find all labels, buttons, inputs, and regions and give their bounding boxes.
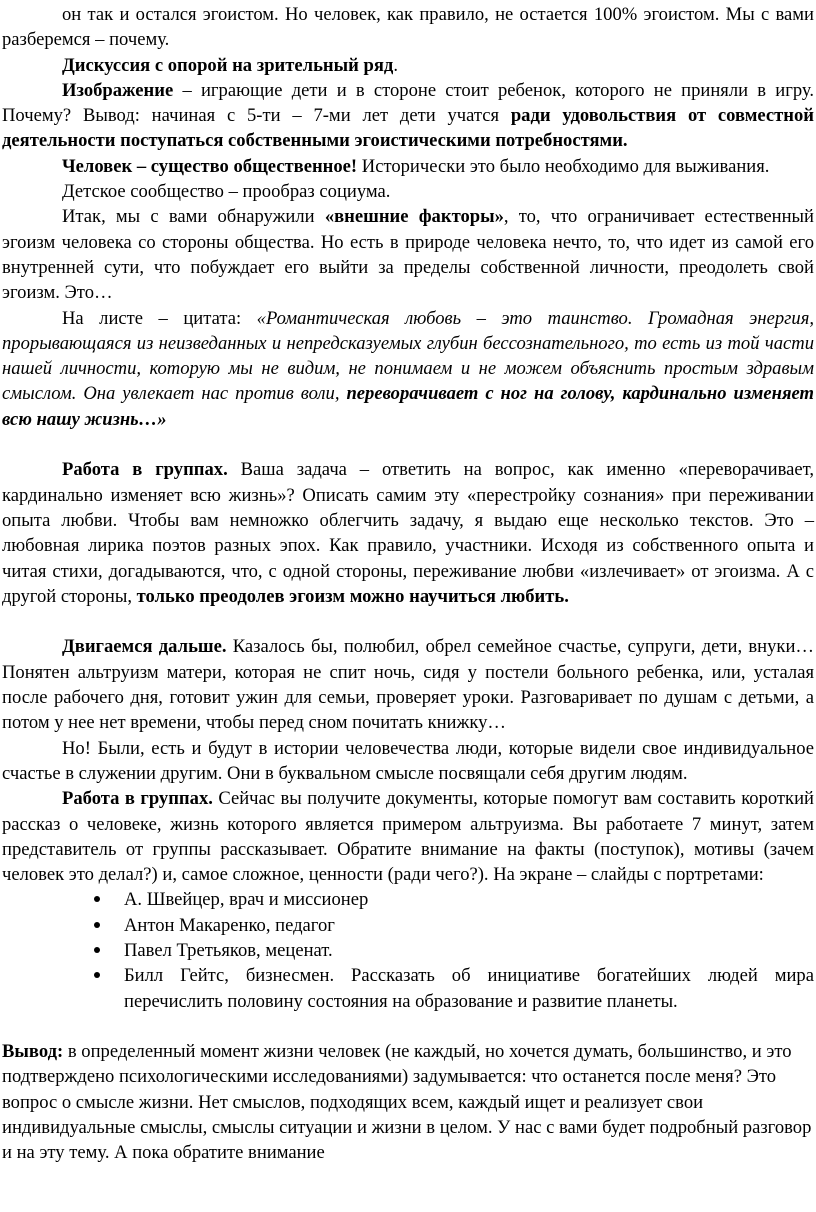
paragraph-group-work-love — [2, 457, 814, 609]
paragraph-social-being — [2, 154, 814, 179]
text-run: Исторически это было необходимо для выживания. — [357, 155, 770, 177]
list-item — [124, 963, 814, 1014]
paragraph-quote — [2, 306, 814, 432]
paragraph-conclusion — [2, 1039, 814, 1165]
paragraph-altruists — [2, 736, 814, 787]
list-item-text: А. Швейцер, врач и миссионер — [124, 889, 369, 911]
text-run: . — [393, 54, 398, 76]
list-item — [124, 938, 814, 963]
blank-line — [2, 609, 814, 634]
text-run: На листе – цитата: — [62, 307, 257, 329]
list-item-text: Антон Макаренко, педагог — [124, 914, 335, 936]
bold-run: Дискуссия с опорой на зрительный ряд — [62, 54, 394, 76]
blank-line — [2, 1014, 814, 1039]
list-item — [124, 887, 814, 912]
bold-run: Двигаемся дальше. — [62, 636, 227, 658]
italic-run: «Романтическая любовь – это таинство. Громадная энергия, прорывающаяся из неизведанных и непредсказуемых глубин бессознательного, то есть из той части нашей личности, которую мы не видим, не понимаем и не можем объяснить простым здравым смыслом. Она увлекает нас против воли, — [2, 307, 814, 405]
bold-run: «внешние факторы» — [324, 206, 504, 228]
text-run: в определенный момент жизни человек (не каждый, но хочется думать, большинство, и это подтверждено психологическими исследованиями) задумывается: что останется после меня? Это вопрос о смысле жизни. Нет смыслов, подходящих всем, каждый ищет и реализует свои индивидуальные смыслы, смыслы ситуации и жизни в целом. У нас с вами будет подробный разговор и на эту тему. А пока обратите внимание — [2, 1041, 812, 1164]
paragraph-group-work-altruism — [2, 786, 814, 887]
paragraph-discussion-heading — [2, 53, 814, 78]
text-run: Сейчас вы получите документы, которые помогут вам составить короткий рассказ о человеке, жизнь которого является примером альтруизма. Вы работаете 7 минут, затем представитель от группы рассказывает. Обратите внимание на факты (поступок), мотивы (зачем человек это делал?) и, самое сложное, ценности (ради чего?). На экране – слайды с портретами: — [2, 788, 814, 886]
list-item-text: Павел Третьяков, меценат. — [124, 939, 333, 961]
list-item — [124, 913, 814, 938]
bold-run: Изображение — [62, 79, 174, 101]
text-run: , то, что ограничивает естественный эгоизм человека со стороны общества. Но есть в природе человека нечто, то, что идет из самой его внутренней сути, что побуждает его выйти за пределы собственной личности, преодолеть свой эгоизм. Это… — [2, 206, 814, 304]
bullet-icon — [94, 896, 100, 902]
bold-run: Работа в группах. — [62, 459, 228, 481]
bold-run: только преодолев эгоизм можно научиться любить. — [136, 585, 569, 607]
paragraph-external-factors — [2, 204, 814, 305]
blank-line — [2, 432, 814, 457]
bold-run: ради удовольствия от совместной деятельности поступаться собственными эгоистическими потребностями. — [2, 105, 814, 152]
text-run: Детское сообщество – прообраз социума. — [62, 181, 391, 203]
text-run: – играющие дети и в стороне стоит ребенок, которого не приняли в игру. Почему? Вывод: начиная с 5-ти – 7-ми лет дети учатся — [2, 79, 814, 127]
paragraph-moving-on — [2, 634, 814, 735]
list-item-text: Билл Гейтс, бизнесмен. Рассказать об инициативе богатейших людей мира перечислить половину состояния на образование и развитие планеты. — [124, 965, 814, 1012]
text-run: Казалось бы, полюбил, обрел семейное счастье, супруги, дети, внуки… Понятен альтруизм матери, которая не спит ночь, сидя у постели больного ребенка, или, усталая после рабочего дня, готовит ужин для семьи, проверяет уроки. Разговаривает по душам с детьми, а потом у нее нет времени, чтобы перед сном почитать книжку… — [2, 636, 814, 734]
text-run: Но! Были, есть и будут в истории человечества люди, которые видели свое индивидуальное счастье в служении другим. Они в буквальном смысле посвящали себя другим людям. — [2, 737, 814, 784]
paragraph-image-description — [2, 78, 814, 154]
paragraph-intro — [2, 2, 814, 53]
bold-run: Работа в группах. — [62, 788, 213, 810]
text-run: Ваша задача – ответить на вопрос, как именно «переворачивает, кардинально изменяет всю жизнь»? Описать самим эту «перестройку сознания» при переживании опыта любви. Чтобы вам немножко облегчить задачу, я выдаю еще несколько текстов. Это – любовная лирика поэтов разных эпох. Как правило, участники. Исходя из собственного опыта и читая стихи, догадываются, что, с одной стороны, переживание любви «излечивает» от эгоизма. А с другой стороны, — [2, 459, 814, 607]
bullet-icon — [94, 922, 100, 928]
text-run: Итак, мы с вами обнаружили — [62, 206, 325, 228]
portrait-list — [2, 887, 814, 1013]
paragraph-child-community — [2, 179, 814, 204]
bold-run: Человек – существо общественное! — [62, 155, 358, 177]
bullet-icon — [94, 947, 100, 953]
bold-run: Вывод: — [2, 1041, 64, 1063]
text-run: он так и остался эгоистом. Но человек, как правило, не остается 100% эгоистом. Мы с вами разберемся – почему. — [2, 4, 814, 51]
bullet-icon — [94, 972, 100, 978]
bold-italic-run: переворачивает с ног на голову, кардинально изменяет всю нашу жизнь…» — [2, 383, 814, 430]
